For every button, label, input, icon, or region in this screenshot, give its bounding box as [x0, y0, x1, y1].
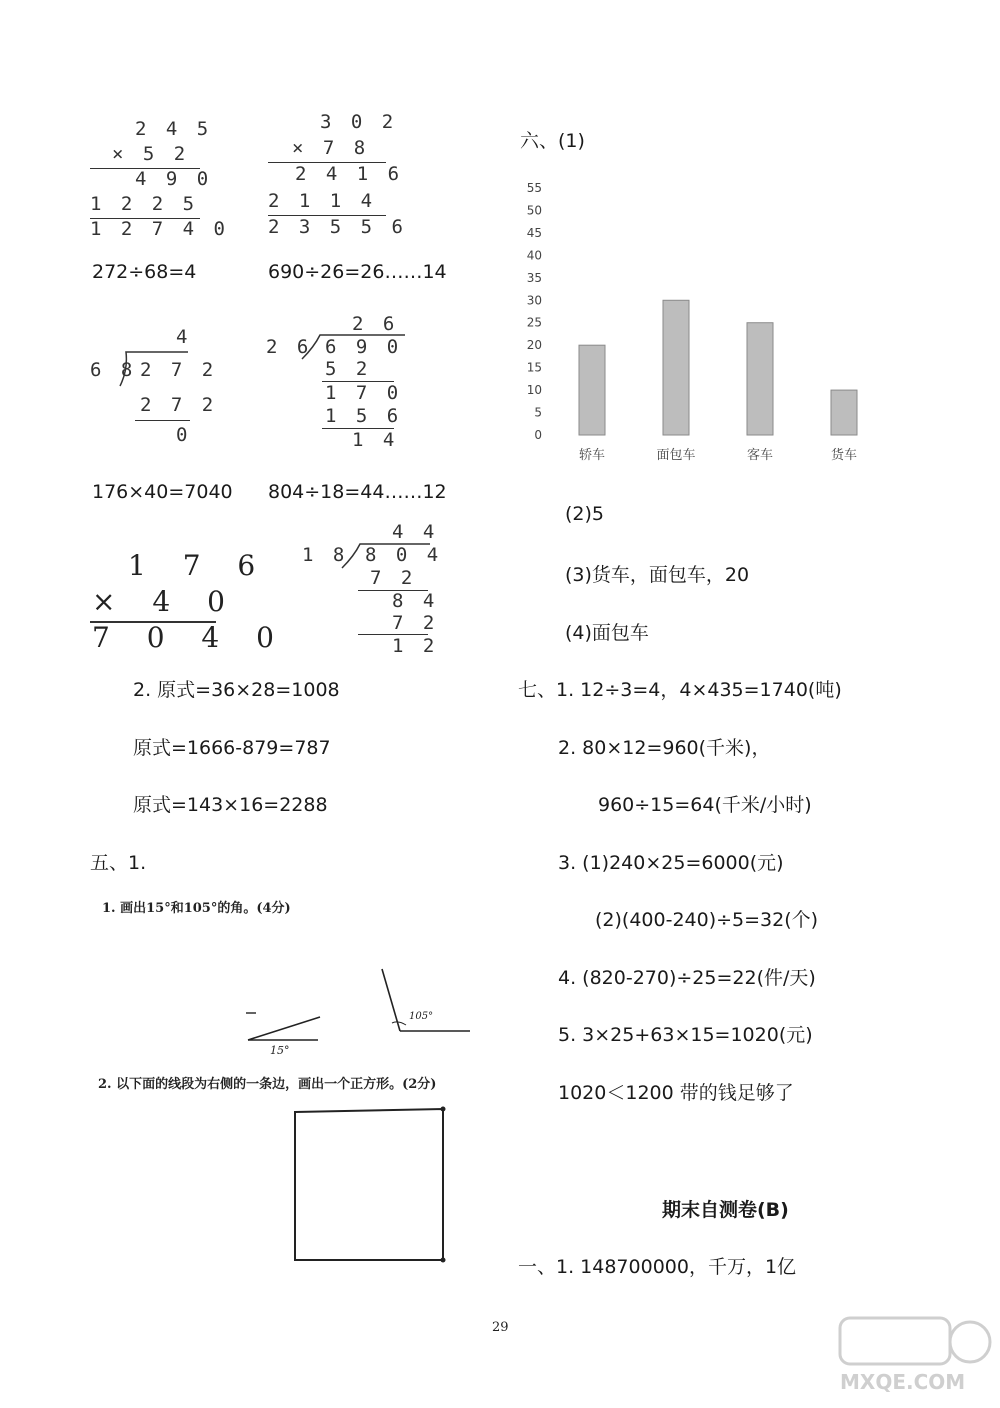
y-tick-label: 40	[526, 248, 542, 263]
calc3-row3: 7 0 4 0	[92, 621, 288, 654]
div3-dividend: 8 0 4	[365, 544, 443, 566]
section6-answer3: (3)货车，面包车，20	[565, 564, 750, 586]
calc2-row4: 2 1 1 4	[268, 190, 377, 212]
y-tick-label: 0	[534, 428, 542, 442]
q2-line3: 原式=143×16=2288	[133, 794, 328, 816]
x-category-label: 货车	[830, 448, 858, 463]
calc1-row2: × 5 2	[112, 143, 190, 165]
calc3-row2: × 4 0	[92, 585, 239, 618]
section6-heading: 六、(1)	[520, 130, 585, 152]
section6-answer4: (4)面包车	[565, 622, 649, 644]
bar	[663, 300, 689, 435]
y-tick-label: 55	[526, 181, 542, 195]
equation-804: 804÷18=44……12	[268, 481, 447, 503]
x-category-label: 客车	[746, 448, 774, 463]
section5-prompt2: 2. 以下面的线段为右侧的一条边，画出一个正方形。(2分)	[98, 1077, 437, 1092]
x-category-label: 轿车	[578, 448, 606, 463]
y-tick-label: 50	[526, 203, 542, 218]
div1-sub: 2 7 2	[140, 394, 218, 416]
label-15-degree: 15°	[270, 1044, 290, 1057]
section7-line3: 960÷15=64(千米/小时)	[598, 794, 812, 816]
page-number: 29	[492, 1320, 509, 1335]
div3-quotient: 4 4	[392, 521, 439, 543]
calc1-row4: 1 2 2 5	[90, 193, 199, 215]
section5-heading: 五、1.	[90, 852, 147, 874]
calc2-row1: 3 0 2	[320, 111, 398, 133]
equation-272: 272÷68=4	[92, 261, 197, 283]
div3-divisor: 1 8	[302, 544, 349, 566]
watermark-site: MXQE.COM	[840, 1370, 966, 1394]
div3-sub1: 7 2	[370, 567, 417, 589]
y-tick-label: 25	[526, 315, 542, 330]
last-answer-line: 一、1. 148700000，千万，1亿	[518, 1256, 797, 1278]
section7-line2: 2. 80×12=960(千米)，	[558, 737, 771, 759]
calc3-row1: 1 7 6	[128, 549, 270, 582]
watermark-logo	[838, 1316, 993, 1396]
div1-remainder: 0	[176, 424, 192, 446]
calc1-row1: 2 4 5	[135, 118, 213, 140]
div1-quotient: 4	[176, 326, 192, 348]
calc1-row5: 1 2 7 4 0	[90, 218, 229, 240]
square-drawing	[288, 1105, 448, 1265]
div2-dividend: 6 9 0	[325, 336, 403, 358]
div1-dividend: 2 7 2	[140, 359, 218, 381]
calc2-row5: 2 3 5 5 6	[268, 216, 407, 238]
bar	[747, 323, 773, 435]
div3-row2: 8 4	[392, 590, 439, 612]
div2-divisor: 2 6	[266, 336, 313, 358]
equation-176: 176×40=7040	[92, 481, 233, 503]
y-tick-label: 5	[534, 405, 542, 420]
section7-line7: 5. 3×25+63×15=1020(元)	[558, 1024, 813, 1046]
div2-remainder: 1 4	[352, 429, 399, 451]
div1-line	[135, 420, 190, 421]
q2-line2: 原式=1666-879=787	[133, 737, 331, 759]
equation-690: 690÷26=26……14	[268, 261, 447, 283]
section6-answer2: (2)5	[565, 503, 605, 525]
y-tick-label: 45	[526, 225, 542, 240]
bar	[831, 390, 857, 435]
bar-chart	[510, 178, 870, 478]
y-tick-label: 20	[526, 338, 542, 353]
y-tick-label: 10	[526, 383, 542, 398]
section5-prompt1: 1. 画出15°和105°的角。(4分)	[102, 901, 291, 916]
y-tick-label: 30	[526, 293, 542, 308]
label-105-degree: 105°	[409, 1011, 434, 1022]
div2-row2: 1 7 0	[325, 382, 403, 404]
div2-quotient: 2 6	[352, 313, 399, 335]
q2-line1: 2. 原式=36×28=1008	[133, 679, 340, 701]
y-tick-label: 35	[526, 270, 542, 285]
section7-line5: (2)(400-240)÷5=32(个)	[595, 909, 819, 931]
section7-line4: 3. (1)240×25=6000(元)	[558, 852, 784, 874]
div2-sub1: 5 2	[325, 358, 372, 380]
y-tick-label: 15	[526, 360, 542, 375]
exam-title: 期末自测卷(B)	[662, 1199, 789, 1221]
x-category-label: 面包车	[656, 448, 696, 463]
div1-divisor: 6 8	[90, 359, 137, 381]
div2-sub2: 1 5 6	[325, 405, 403, 427]
div3-remainder: 1 2	[392, 635, 439, 657]
calc1-row3: 4 9 0	[135, 168, 213, 190]
div3-sub2: 7 2	[392, 612, 439, 634]
section7-line8: 1020＜1200 带的钱足够了	[558, 1082, 794, 1104]
calc2-row3: 2 4 1 6	[295, 163, 404, 185]
section7-line6: 4. (820-270)÷25=22(件/天)	[558, 967, 816, 989]
section7-line1: 七、1. 12÷3=4，4×435=1740(吨)	[518, 679, 842, 701]
calc2-row2: × 7 8	[292, 137, 370, 159]
bar	[579, 345, 605, 435]
